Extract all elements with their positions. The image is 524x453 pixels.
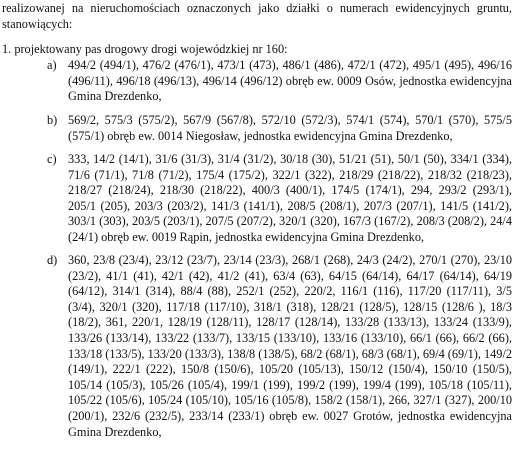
intro-paragraph: realizowanej na nieruchomościach oznaczonych jako działki o numerach ewidencyjnych gruntu, stanowiących: xyxy=(2,1,512,31)
list-item-label: c) xyxy=(47,152,57,166)
list-item-text: 333, 14/2 (14/1), 31/6 (31/3), 31/4 (31/2), 30/18 (30), 51/21 (51), 50/1 (50), 334/1 (334), 71/6 (71/1), 71/8 (71/2), 175/4 (175/2), 322/1 (322), 218/29 (218/22), 218/32 (218/23), 218/27 (218/24), 218/30 (218/22), 400/3 (400/1), 174/5 (174/1), 294, 293/2 (293/1), 205/1 (205), 203/3 (203/2), 141/3 (141/1), 208/5 (208/1), 207/3 (207/1), 141/5 (141/2), 303/1 (303), 203/5 (203/1), 207/5 (207/2), 320/1 (320), 167/3 (167/2), 208/3 (208/2), 24/4 (24/1) obręb ew. 0019 Rąpin, jednostka ewidencyjna Gmina Drezdenko, xyxy=(68,152,512,244)
point-number: 1. xyxy=(2,42,12,56)
list-item-label: d) xyxy=(47,253,58,267)
list-item-text: 569/2, 575/3 (575/2), 567/9 (567/8), 572/10 (572/3), 574/1 (574), 570/1 (570), 575/5 (575/1) obręb ew. 0014 Niegosław, jednostka ewidencyjna Gmina Drezdenko, xyxy=(68,113,512,143)
list-item-text: 360, 23/8 (23/4), 23/12 (23/7), 23/14 (23/3), 268/1 (268), 24/3 (24/2), 270/1 (270), 23/10 (23/2), 41/1 (41), 42/1 (42), 41/2 (41), 63/4 (63), 64/15 (64/14), 64/17 (64/14), 64/19 (64/12), 314/1 (314), 88/4 (88), 252/1 (252), 220/2, 116/1 (116), 117/20 (117/11), 3/5 (3/4), 320/1 (320), 117/18 (117/10), 318/1 (318), 128/21 (128/5), 128/15 (128/6 ), 18/3 (18/2), 361, 220/1, 128/19 (128/11), 128/17 (128/14), 133/28 (133/13), 133/24 (133/9), 133/26 (133/14), 133/22 (133/7), 133/15 (133/10), 133/16 (133/10), 66/1 (66), 66/2 (66), 133/18 (133/5), 133/20 (133/3), 138/8 (138/5), 68/2 (68/1), 68/3 (68/1), 69/4 (69/1), 149/2 (149/1), 222/1 (222), 150/8 (150/6), 105/20 (105/13), 150/12 (150/4), 150/10 (150/5), 105/14 (105/3), 105/26 (105/4), 199/1 (199), 199/2 (199), 199/4 (199), 105/18 (105/11), 105/22 (105/6), 105/24 (105/10), 105/16 (105/8), 158/2 (158/1), 266, 327/1 (327), 200/10 (200/1), 232/6 (232/5), 233/14 (233/1) obręb ew. 0027 Grotów, jednostka ewidencyjna Gmina Drezdenko, xyxy=(68,253,513,439)
list-item-text: 494/2 (494/1), 476/2 (476/1), 473/1 (473), 486/1 (486), 472/1 (472), 495/1 (495), 496/16 (496/11), 496/18 (496/13), 496/14 (496/12) obręb ew. 0009 Osów, jednostka ewidencyjna Gmina Drezdenko, xyxy=(68,58,512,104)
point-text: projektowany pas drogowy drogi wojewódzkiej nr 160: xyxy=(14,42,288,56)
list-item-label: a) xyxy=(47,58,57,72)
list-item-label: b) xyxy=(47,113,58,127)
point-1 xyxy=(2,42,512,58)
